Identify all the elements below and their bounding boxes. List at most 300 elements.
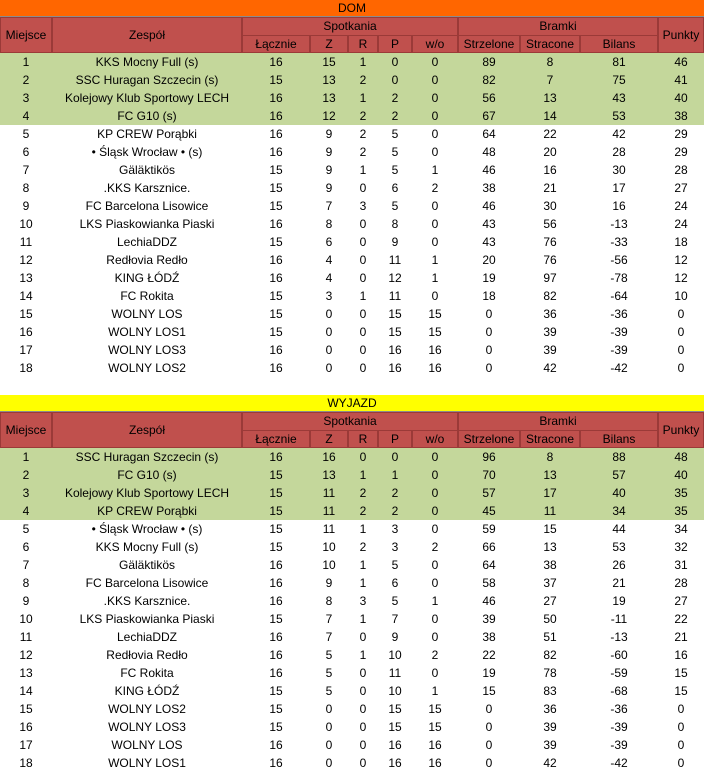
losses-cell: 7 [391, 612, 399, 626]
points-cell: 0 [677, 720, 685, 734]
draws-cell: 1 [359, 468, 367, 482]
total-cell: 15 [269, 199, 283, 213]
balance-cell: -64 [610, 289, 628, 303]
points-cell: 29 [674, 127, 688, 141]
total-cell: 15 [269, 720, 283, 734]
header-walkovers: w/o [412, 430, 458, 448]
team-cell: FC G10 (s) [117, 109, 177, 123]
team-cell: FC G10 (s) [117, 468, 177, 482]
points-cell: 0 [677, 361, 685, 375]
team-cell: KKS Mocny Full (s) [95, 55, 199, 69]
losses-cell: 15 [388, 720, 402, 734]
total-cell: 15 [269, 181, 283, 195]
losses-cell: 5 [391, 594, 399, 608]
total-cell: 15 [269, 486, 283, 500]
balance-cell: 53 [612, 109, 626, 123]
table-row [0, 466, 704, 484]
draws-cell: 0 [359, 271, 367, 285]
walkover-cell: 2 [431, 540, 439, 554]
header-wins: Z [310, 430, 348, 448]
balance-cell: -39 [610, 720, 628, 734]
draws-cell: 0 [359, 666, 367, 680]
wins-cell: 11 [322, 504, 336, 518]
place-cell: 18 [19, 756, 33, 770]
scored-cell: 0 [485, 361, 493, 375]
scored-cell: 70 [482, 468, 496, 482]
team-cell: WOLNY LOS1 [108, 325, 186, 339]
losses-cell: 0 [391, 450, 399, 464]
points-cell: 0 [677, 702, 685, 716]
scored-cell: 18 [482, 289, 496, 303]
conceded-cell: 8 [546, 450, 554, 464]
place-cell: 7 [22, 163, 30, 177]
points-cell: 46 [674, 55, 688, 69]
table-row [0, 89, 704, 107]
table-row [0, 718, 704, 736]
scored-cell: 45 [482, 504, 496, 518]
walkover-cell: 1 [431, 684, 439, 698]
scored-cell: 38 [482, 630, 496, 644]
points-cell: 24 [674, 199, 688, 213]
scored-cell: 82 [482, 73, 496, 87]
walkover-cell: 0 [431, 127, 439, 141]
balance-cell: 21 [612, 576, 626, 590]
table-row [0, 556, 704, 574]
scored-cell: 15 [482, 684, 496, 698]
conceded-cell: 42 [543, 756, 557, 770]
scored-cell: 43 [482, 217, 496, 231]
wins-cell: 8 [325, 594, 333, 608]
conceded-cell: 50 [543, 612, 557, 626]
scored-cell: 56 [482, 91, 496, 105]
place-cell: 12 [19, 253, 33, 267]
table-row [0, 664, 704, 682]
place-cell: 5 [22, 127, 30, 141]
walkover-cell: 1 [431, 271, 439, 285]
balance-cell: 42 [612, 127, 626, 141]
total-cell: 16 [269, 630, 283, 644]
total-cell: 16 [269, 271, 283, 285]
scored-cell: 0 [485, 325, 493, 339]
table-row [0, 215, 704, 233]
points-cell: 18 [674, 235, 688, 249]
team-cell: KP CREW Porąbki [97, 127, 197, 141]
header-points: Punkty [658, 17, 704, 53]
conceded-cell: 82 [543, 289, 557, 303]
header-conceded: Stracone [520, 35, 580, 53]
total-cell: 16 [269, 127, 283, 141]
team-cell: Gäläktikös [118, 163, 176, 177]
points-cell: 34 [674, 522, 688, 536]
place-cell: 4 [22, 504, 30, 518]
table-row [0, 646, 704, 664]
scored-cell: 48 [482, 145, 496, 159]
draws-cell: 0 [359, 217, 367, 231]
draws-cell: 0 [359, 684, 367, 698]
scored-cell: 0 [485, 720, 493, 734]
losses-cell: 8 [391, 217, 399, 231]
walkover-cell: 0 [431, 450, 439, 464]
team-cell: KING ŁÓDŹ [114, 684, 180, 698]
scored-cell: 64 [482, 127, 496, 141]
total-cell: 16 [269, 450, 283, 464]
team-cell: WOLNY LOS2 [108, 361, 186, 375]
total-cell: 15 [269, 73, 283, 87]
walkover-cell: 0 [431, 630, 439, 644]
draws-cell: 0 [359, 738, 367, 752]
header-total: Łącznie [242, 35, 310, 53]
draws-cell: 0 [359, 253, 367, 267]
table-row [0, 323, 704, 341]
place-cell: 10 [19, 612, 33, 626]
draws-cell: 0 [359, 325, 367, 339]
losses-cell: 0 [391, 73, 399, 87]
total-cell: 16 [269, 666, 283, 680]
header-losses: P [378, 430, 412, 448]
table-row [0, 359, 704, 377]
draws-cell: 1 [359, 163, 367, 177]
header-draws: R [348, 430, 378, 448]
wins-cell: 0 [325, 720, 333, 734]
conceded-cell: 36 [543, 702, 557, 716]
points-cell: 12 [674, 271, 688, 285]
walkover-cell: 16 [428, 361, 442, 375]
team-cell: KP CREW Porąbki [97, 504, 197, 518]
balance-cell: 57 [612, 468, 626, 482]
losses-cell: 5 [391, 199, 399, 213]
table-row [0, 251, 704, 269]
total-cell: 16 [269, 217, 283, 231]
losses-cell: 9 [391, 630, 399, 644]
place-cell: 17 [19, 343, 33, 357]
points-cell: 31 [674, 558, 688, 572]
losses-cell: 2 [391, 91, 399, 105]
points-cell: 35 [674, 504, 688, 518]
place-cell: 7 [22, 558, 30, 572]
losses-cell: 0 [391, 55, 399, 69]
draws-cell: 0 [359, 720, 367, 734]
draws-cell: 0 [359, 235, 367, 249]
table-row [0, 233, 704, 251]
total-cell: 16 [269, 91, 283, 105]
wins-cell: 13 [322, 91, 336, 105]
conceded-cell: 39 [543, 343, 557, 357]
team-cell: .KKS Karsznice. [103, 181, 191, 195]
points-cell: 38 [674, 109, 688, 123]
scored-cell: 22 [482, 648, 496, 662]
team-cell: LechiaDDZ [116, 630, 178, 644]
wins-cell: 11 [322, 522, 336, 536]
points-cell: 22 [674, 612, 688, 626]
losses-cell: 16 [388, 738, 402, 752]
scored-cell: 46 [482, 199, 496, 213]
losses-cell: 5 [391, 558, 399, 572]
wins-cell: 9 [325, 127, 333, 141]
draws-cell: 0 [359, 450, 367, 464]
losses-cell: 10 [388, 648, 402, 662]
table-row [0, 574, 704, 592]
total-cell: 15 [269, 307, 283, 321]
wins-cell: 0 [325, 756, 333, 770]
balance-cell: 28 [612, 145, 626, 159]
team-cell: LKS Piaskowianka Piaski [79, 217, 215, 231]
walkover-cell: 0 [431, 73, 439, 87]
table-row [0, 628, 704, 646]
points-cell: 0 [677, 738, 685, 752]
place-cell: 13 [19, 271, 33, 285]
team-cell: WOLNY LOS2 [108, 702, 186, 716]
scored-cell: 58 [482, 576, 496, 590]
points-cell: 27 [674, 181, 688, 195]
place-cell: 8 [22, 181, 30, 195]
total-cell: 16 [269, 109, 283, 123]
place-cell: 2 [22, 73, 30, 87]
scored-cell: 43 [482, 235, 496, 249]
place-cell: 14 [19, 684, 33, 698]
walkover-cell: 0 [431, 558, 439, 572]
conceded-cell: 76 [543, 235, 557, 249]
place-cell: 2 [22, 468, 30, 482]
total-cell: 16 [269, 576, 283, 590]
scored-cell: 0 [485, 738, 493, 752]
team-cell: KKS Mocny Full (s) [95, 540, 199, 554]
draws-cell: 2 [359, 73, 367, 87]
conceded-cell: 56 [543, 217, 557, 231]
total-cell: 15 [269, 684, 283, 698]
header-team: Zespół [52, 412, 242, 448]
losses-cell: 11 [388, 289, 402, 303]
table-row [0, 736, 704, 754]
team-cell: LKS Piaskowianka Piaski [79, 612, 215, 626]
losses-cell: 10 [388, 684, 402, 698]
conceded-cell: 8 [546, 55, 554, 69]
wins-cell: 0 [325, 325, 333, 339]
section-title: WYJAZD [0, 395, 704, 412]
draws-cell: 2 [359, 486, 367, 500]
walkover-cell: 0 [431, 199, 439, 213]
conceded-cell: 17 [543, 486, 557, 500]
balance-cell: -36 [610, 307, 628, 321]
conceded-cell: 15 [543, 522, 557, 536]
total-cell: 16 [269, 756, 283, 770]
table-row [0, 448, 704, 466]
points-cell: 24 [674, 217, 688, 231]
draws-cell: 1 [359, 289, 367, 303]
draws-cell: 0 [359, 630, 367, 644]
conceded-cell: 20 [543, 145, 557, 159]
team-cell: WOLNY LOS3 [108, 720, 186, 734]
table-row [0, 341, 704, 359]
total-cell: 16 [269, 253, 283, 267]
points-cell: 0 [677, 325, 685, 339]
points-cell: 28 [674, 576, 688, 590]
scored-cell: 0 [485, 756, 493, 770]
balance-cell: -68 [610, 684, 628, 698]
total-cell: 15 [269, 504, 283, 518]
conceded-cell: 83 [543, 684, 557, 698]
wins-cell: 10 [322, 558, 336, 572]
draws-cell: 1 [359, 91, 367, 105]
total-cell: 15 [269, 325, 283, 339]
draws-cell: 0 [359, 756, 367, 770]
total-cell: 15 [269, 163, 283, 177]
total-cell: 16 [269, 738, 283, 752]
place-cell: 17 [19, 738, 33, 752]
draws-cell: 2 [359, 145, 367, 159]
balance-cell: 44 [612, 522, 626, 536]
balance-cell: 53 [612, 540, 626, 554]
balance-cell: -56 [610, 253, 628, 267]
team-cell: • Śląsk Wrocław • (s) [91, 145, 203, 159]
wins-cell: 7 [325, 199, 333, 213]
points-cell: 15 [674, 666, 688, 680]
conceded-cell: 27 [543, 594, 557, 608]
walkover-cell: 0 [431, 289, 439, 303]
points-cell: 40 [674, 468, 688, 482]
team-cell: FC Rokita [120, 666, 174, 680]
place-cell: 15 [19, 702, 33, 716]
wins-cell: 15 [322, 55, 336, 69]
walkover-cell: 0 [431, 522, 439, 536]
walkover-cell: 0 [431, 91, 439, 105]
losses-cell: 15 [388, 307, 402, 321]
header-wins: Z [310, 35, 348, 53]
conceded-cell: 39 [543, 720, 557, 734]
team-cell: Gäläktikös [118, 558, 176, 572]
balance-cell: 34 [612, 504, 626, 518]
walkover-cell: 16 [428, 756, 442, 770]
table-row [0, 754, 704, 772]
conceded-cell: 21 [543, 181, 557, 195]
place-cell: 3 [22, 486, 30, 500]
draws-cell: 2 [359, 109, 367, 123]
draws-cell: 0 [359, 702, 367, 716]
place-cell: 5 [22, 522, 30, 536]
points-cell: 27 [674, 594, 688, 608]
walkover-cell: 16 [428, 738, 442, 752]
points-cell: 12 [674, 253, 688, 267]
header-walkovers: w/o [412, 35, 458, 53]
walkover-cell: 1 [431, 594, 439, 608]
balance-cell: 26 [612, 558, 626, 572]
place-cell: 13 [19, 666, 33, 680]
place-cell: 9 [22, 199, 30, 213]
balance-cell: 88 [612, 450, 626, 464]
losses-cell: 2 [391, 486, 399, 500]
wins-cell: 0 [325, 361, 333, 375]
scored-cell: 39 [482, 612, 496, 626]
draws-cell: 1 [359, 55, 367, 69]
conceded-cell: 42 [543, 361, 557, 375]
wins-cell: 9 [325, 181, 333, 195]
conceded-cell: 13 [543, 468, 557, 482]
team-cell: FC Barcelona Lisowice [85, 576, 209, 590]
team-cell: WOLNY LOS3 [108, 343, 186, 357]
header-total: Łącznie [242, 430, 310, 448]
wins-cell: 9 [325, 163, 333, 177]
place-cell: 10 [19, 217, 33, 231]
walkover-cell: 1 [431, 253, 439, 267]
table-row [0, 520, 704, 538]
conceded-cell: 78 [543, 666, 557, 680]
header-scored: Strzelone [458, 35, 520, 53]
scored-cell: 46 [482, 163, 496, 177]
team-cell: Kolejowy Klub Sportowy LECH [64, 91, 230, 105]
balance-cell: -39 [610, 738, 628, 752]
points-cell: 21 [674, 630, 688, 644]
balance-cell: -42 [610, 756, 628, 770]
scored-cell: 38 [482, 181, 496, 195]
draws-cell: 0 [359, 343, 367, 357]
conceded-cell: 13 [543, 91, 557, 105]
draws-cell: 1 [359, 558, 367, 572]
wins-cell: 5 [325, 666, 333, 680]
draws-cell: 3 [359, 199, 367, 213]
scored-cell: 89 [482, 55, 496, 69]
scored-cell: 20 [482, 253, 496, 267]
losses-cell: 6 [391, 576, 399, 590]
team-cell: SSC Huragan Szczecin (s) [75, 73, 219, 87]
total-cell: 15 [269, 702, 283, 716]
losses-cell: 2 [391, 109, 399, 123]
header-balance: Bilans [580, 35, 658, 53]
scored-cell: 46 [482, 594, 496, 608]
place-cell: 6 [22, 145, 30, 159]
points-cell: 40 [674, 91, 688, 105]
wins-cell: 13 [322, 468, 336, 482]
header-place: Miejsce [0, 412, 52, 448]
place-cell: 15 [19, 307, 33, 321]
team-cell: FC Rokita [120, 289, 174, 303]
table-row [0, 538, 704, 556]
wins-cell: 8 [325, 217, 333, 231]
losses-cell: 16 [388, 756, 402, 770]
total-cell: 16 [269, 145, 283, 159]
wins-cell: 0 [325, 702, 333, 716]
points-cell: 32 [674, 540, 688, 554]
conceded-cell: 97 [543, 271, 557, 285]
table-row [0, 161, 704, 179]
draws-cell: 1 [359, 522, 367, 536]
place-cell: 16 [19, 325, 33, 339]
team-cell: KING ŁÓDŹ [114, 271, 180, 285]
conceded-cell: 16 [543, 163, 557, 177]
points-cell: 10 [674, 289, 688, 303]
balance-cell: -13 [610, 630, 628, 644]
scored-cell: 66 [482, 540, 496, 554]
walkover-cell: 0 [431, 468, 439, 482]
draws-cell: 1 [359, 648, 367, 662]
balance-cell: 30 [612, 163, 626, 177]
balance-cell: 17 [612, 181, 626, 195]
balance-cell: 43 [612, 91, 626, 105]
conceded-cell: 36 [543, 307, 557, 321]
team-cell: .KKS Karsznice. [103, 594, 191, 608]
total-cell: 16 [269, 55, 283, 69]
table-row [0, 610, 704, 628]
walkover-cell: 16 [428, 343, 442, 357]
conceded-cell: 37 [543, 576, 557, 590]
losses-cell: 15 [388, 702, 402, 716]
place-cell: 1 [22, 450, 30, 464]
balance-cell: -59 [610, 666, 628, 680]
draws-cell: 2 [359, 540, 367, 554]
total-cell: 16 [269, 558, 283, 572]
conceded-cell: 14 [543, 109, 557, 123]
place-cell: 14 [19, 289, 33, 303]
conceded-cell: 76 [543, 253, 557, 267]
place-cell: 9 [22, 594, 30, 608]
